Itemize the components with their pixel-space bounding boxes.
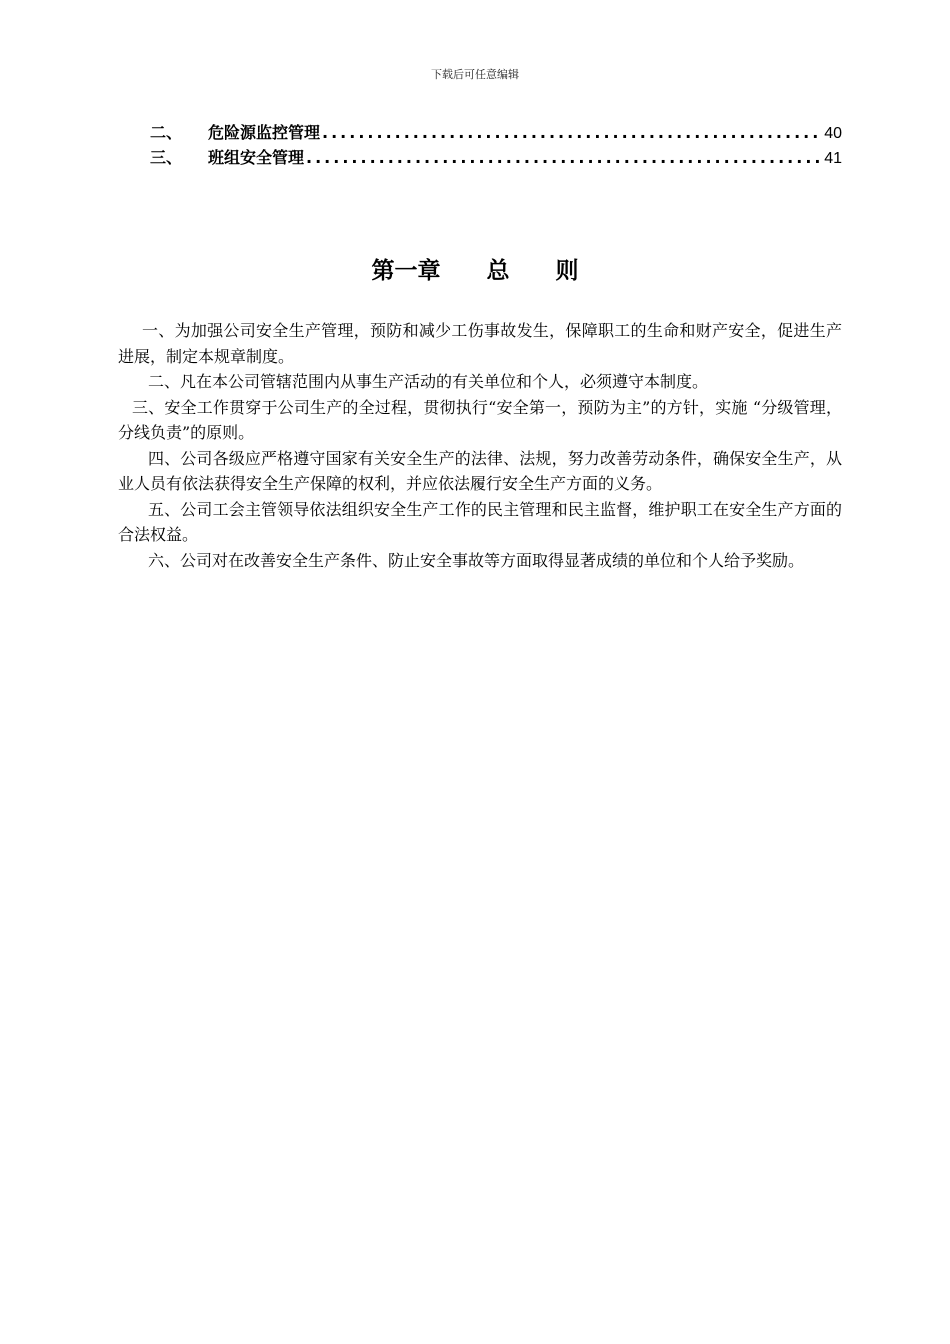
toc-entry[interactable]: [150, 120, 842, 145]
toc-entry-number: 二、: [150, 123, 183, 142]
toc-entry[interactable]: [150, 145, 842, 170]
toc-entry-title: 班组安全管理: [208, 148, 305, 167]
article-paragraph: 五、公司工会主管领导依法组织安全生产工作的民主管理和民主监督，维护职工在安全生产方面的合法权益。: [118, 499, 842, 544]
toc-entry-page: 40: [824, 125, 842, 142]
article-paragraph: 四、公司各级应严格遵守国家有关安全生产的法律、法规，努力改善劳动条件，确保安全生产，从业人员有依法获得安全生产保障的权利，并应依法履行安全生产方面的义务。: [118, 448, 842, 493]
toc-leader-dots: [306, 148, 822, 167]
chapter-body: [118, 318, 842, 573]
article-paragraph: 一、为加强公司安全生产管理，预防和减少工伤事故发生，保障职工的生命和财产安全，促进生产进展，制定本规章制度。: [118, 321, 842, 366]
toc-entry-number: 三、: [150, 148, 183, 167]
toc-entry-page: 41: [824, 150, 842, 167]
article-paragraph: 六、公司对在改善安全生产条件、防止安全事故等方面取得显著成绩的单位和个人给予奖励。: [148, 550, 805, 570]
chapter-title: 第一章 总 则: [371, 258, 579, 284]
toc-leader-dots: [322, 123, 822, 142]
toc-entry-title: 危险源监控管理: [208, 123, 321, 142]
page-header-note: 下载后可任意编辑: [431, 68, 519, 81]
article-paragraph: 三、安全工作贯穿于公司生产的全过程，贯彻执行“安全第一，预防为主”的方针，实施 “分级管理，分线负责”的原则。: [118, 397, 842, 442]
table-of-contents: [150, 120, 842, 170]
article-paragraph: 二、凡在本公司管辖范围内从事生产活动的有关单位和个人，必须遵守本制度。: [148, 372, 709, 391]
